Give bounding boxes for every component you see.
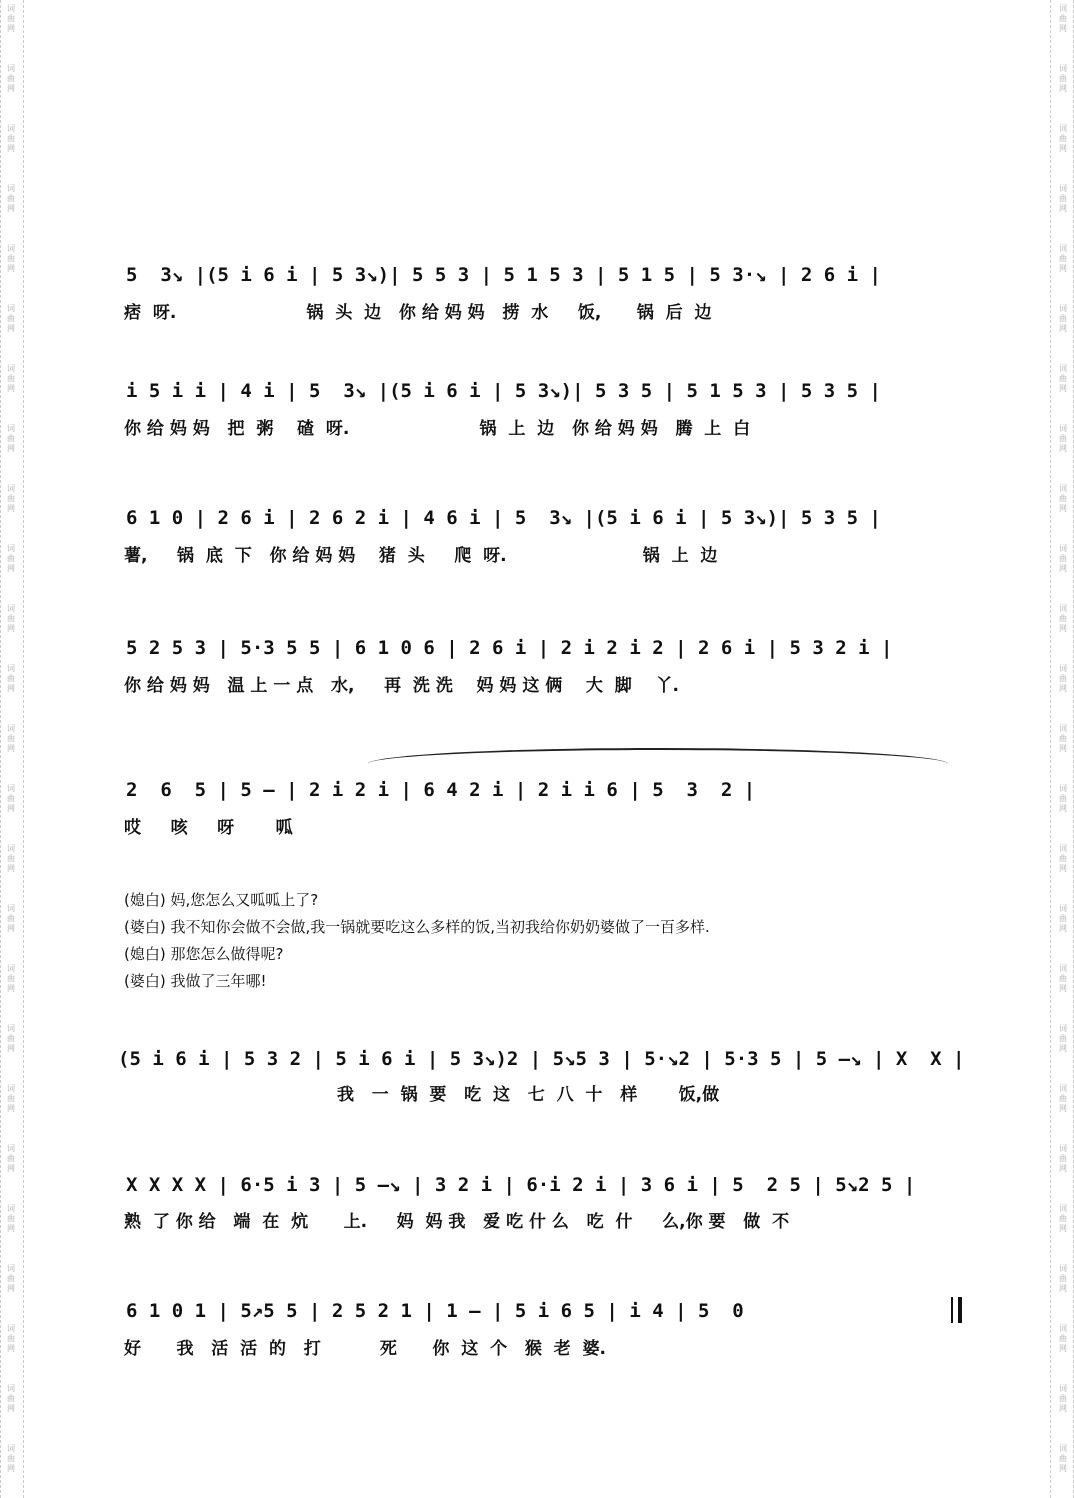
lyrics-row-3: 薯, 锅 底 下 你 给 妈 妈 猪 头 爬 呀. 锅 上 边 (124, 546, 718, 566)
watermark-stamp: 词 曲 网 (1059, 544, 1067, 573)
watermark-stamp: 词 曲 网 (1059, 304, 1067, 333)
lyrics-row-4: 你 给 妈 妈 温 上 一 点 水, 再 洗 洗 妈 妈 这 俩 大 脚 丫. (124, 676, 679, 696)
watermark-stamp: 词 曲 网 (1059, 1264, 1067, 1293)
watermark-stamp: 词 曲 网 (1059, 4, 1067, 33)
watermark-stamp: 词 曲 网 (1059, 1144, 1067, 1173)
notation-row-3: 6 1 0 | 2 6 i | 2 6 2 i | 4 6 i | 5 3↘ |(5 i 6 i | 5 3↘)| 5 3 5 | (126, 507, 881, 529)
watermark-stamp: 词 曲 网 (7, 184, 15, 213)
watermark-stamp: 词 曲 网 (1059, 1384, 1067, 1413)
lyrics-row-1: 痞 呀. 锅 头 边 你 给 妈 妈 捞 水 饭, 锅 后 边 (124, 303, 712, 323)
watermark-stamp: 词 曲 网 (1059, 904, 1067, 933)
dialog-line: (媳白) 妈,您怎么又呱呱上了? (124, 891, 319, 909)
watermark-stamp: 词 曲 网 (7, 1084, 15, 1113)
notation-row-4: 5 2 5 3 | 5·3 5 5 | 6 1 0 6 | 2 6 i | 2 i 2 i 2 | 2 6 i | 5 3 2 i | (126, 637, 893, 659)
watermark-stamp: 词 曲 网 (7, 304, 15, 333)
watermark-stamp: 词 曲 网 (7, 64, 15, 93)
final-barline-thick (958, 1297, 962, 1323)
watermark-stamp: 词 曲 网 (1059, 784, 1067, 813)
dialog-line: (媳白) 那您怎么做得呢? (124, 945, 284, 963)
notation-row-6: (5 i 6 i | 5 3 2 | 5 i 6 i | 5 3↘)2 | 5↘5 3 | 5·↘2 | 5·3 5 | 5 —↘ | X X | (118, 1048, 965, 1070)
final-barline-thin (951, 1297, 953, 1323)
notation-row-2: i 5 i i | 4 i | 5 3↘ |(5 i 6 i | 5 3↘)| 5 3 5 | 5 1 5 3 | 5 3 5 | (126, 380, 881, 402)
lyrics-row-6: 我 一 锅 要 吃 这 七 八 十 样 饭,做 (118, 1085, 720, 1105)
watermark-stamp: 词 曲 网 (7, 964, 15, 993)
lyrics-row-8: 好 我 活 活 的 打 死 你 这 个 猴 老 婆. (124, 1339, 606, 1359)
watermark-stamp: 词 曲 网 (1059, 244, 1067, 273)
watermark-stamp: 词 曲 网 (7, 664, 15, 693)
notation-row-5: 2 6 5 | 5 — | 2 i 2 i | 6 4 2 i | 2 i i 6 | 5 3 2 | (126, 779, 756, 801)
dialog-line: (婆白) 我不知你会做不会做,我一锅就要吃这么多样的饭,当初我给你奶奶婆做了一百多样. (124, 918, 710, 936)
watermark-stamp: 词 曲 网 (7, 424, 15, 453)
watermark-stamp: 词 曲 网 (7, 1144, 15, 1173)
watermark-stamp: 词 曲 网 (7, 1384, 15, 1413)
watermark-stamp: 词 曲 网 (1059, 484, 1067, 513)
notation-row-8: 6 1 0 1 | 5↗5 5 | 2 5 2 1 | 1 — | 5 i 6 5 | i 4 | 5 0 (126, 1300, 744, 1322)
watermark-stamp: 词 曲 网 (7, 1264, 15, 1293)
notation-row-1: 5 3↘ |(5 i 6 i | 5 3↘)| 5 5 3 | 5 1 5 3 | 5 1 5 | 5 3·↘ | 2 6 i | (126, 264, 881, 286)
watermark-stamp: 词 曲 网 (1059, 604, 1067, 633)
watermark-stamp: 词 曲 网 (7, 1444, 15, 1473)
watermark-stamp: 词 曲 网 (7, 1324, 15, 1353)
watermark-stamp: 词 曲 网 (7, 544, 15, 573)
notation-row-7: X X X X | 6·5 i 3 | 5 —↘ | 3 2 i | 6·i 2 i | 3 6 i | 5 2 5 | 5↘2 5 | (126, 1174, 916, 1196)
watermark-stamp: 词 曲 网 (7, 1204, 15, 1233)
watermark-stamp: 词 曲 网 (1059, 964, 1067, 993)
watermark-stamp: 词 曲 网 (1059, 724, 1067, 753)
watermark-stamp: 词 曲 网 (1059, 1444, 1067, 1473)
watermark-stamp: 词 曲 网 (1059, 424, 1067, 453)
watermark-stamp: 词 曲 网 (7, 904, 15, 933)
watermark-stamp: 词 曲 网 (7, 124, 15, 153)
watermark-stamp: 词 曲 网 (7, 1024, 15, 1053)
watermark-stamp: 词 曲 网 (1059, 1024, 1067, 1053)
watermark-stamp: 词 曲 网 (1059, 64, 1067, 93)
watermark-stamp: 词 曲 网 (1059, 364, 1067, 393)
watermark-stamp: 词 曲 网 (7, 604, 15, 633)
dialog-line: (婆白) 我做了三年哪! (124, 972, 267, 990)
spoken-dialog (124, 887, 710, 995)
watermark-stamp: 词 曲 网 (1059, 1324, 1067, 1353)
watermark-stamp: 词 曲 网 (1059, 664, 1067, 693)
watermark-stamp: 词 曲 网 (7, 4, 15, 33)
watermark-stamp: 词 曲 网 (1059, 124, 1067, 153)
watermark-stamp: 词 曲 网 (1059, 1204, 1067, 1233)
watermark-stamp: 词 曲 网 (1059, 184, 1067, 213)
watermark-stamp: 词 曲 网 (1059, 844, 1067, 873)
lyrics-row-2: 你 给 妈 妈 把 粥 碴 呀. 锅 上 边 你 给 妈 妈 腾 上 白 (124, 419, 751, 439)
watermark-stamp: 词 曲 网 (7, 484, 15, 513)
slur-long (368, 748, 948, 764)
watermark-stamp: 词 曲 网 (1059, 1084, 1067, 1113)
watermark-stamp: 词 曲 网 (7, 724, 15, 753)
lyrics-row-7: 熟 了 你 给 端 在 炕 上. 妈 妈 我 爱 吃 什 么 吃 什 么,你 要 做 不 (124, 1212, 790, 1232)
watermark-stamp: 词 曲 网 (7, 784, 15, 813)
lyrics-row-5: 哎 咳 呀 呱 (124, 818, 293, 838)
watermark-stamp: 词 曲 网 (7, 844, 15, 873)
watermark-stamp: 词 曲 网 (7, 364, 15, 393)
watermark-stamp: 词 曲 网 (7, 244, 15, 273)
